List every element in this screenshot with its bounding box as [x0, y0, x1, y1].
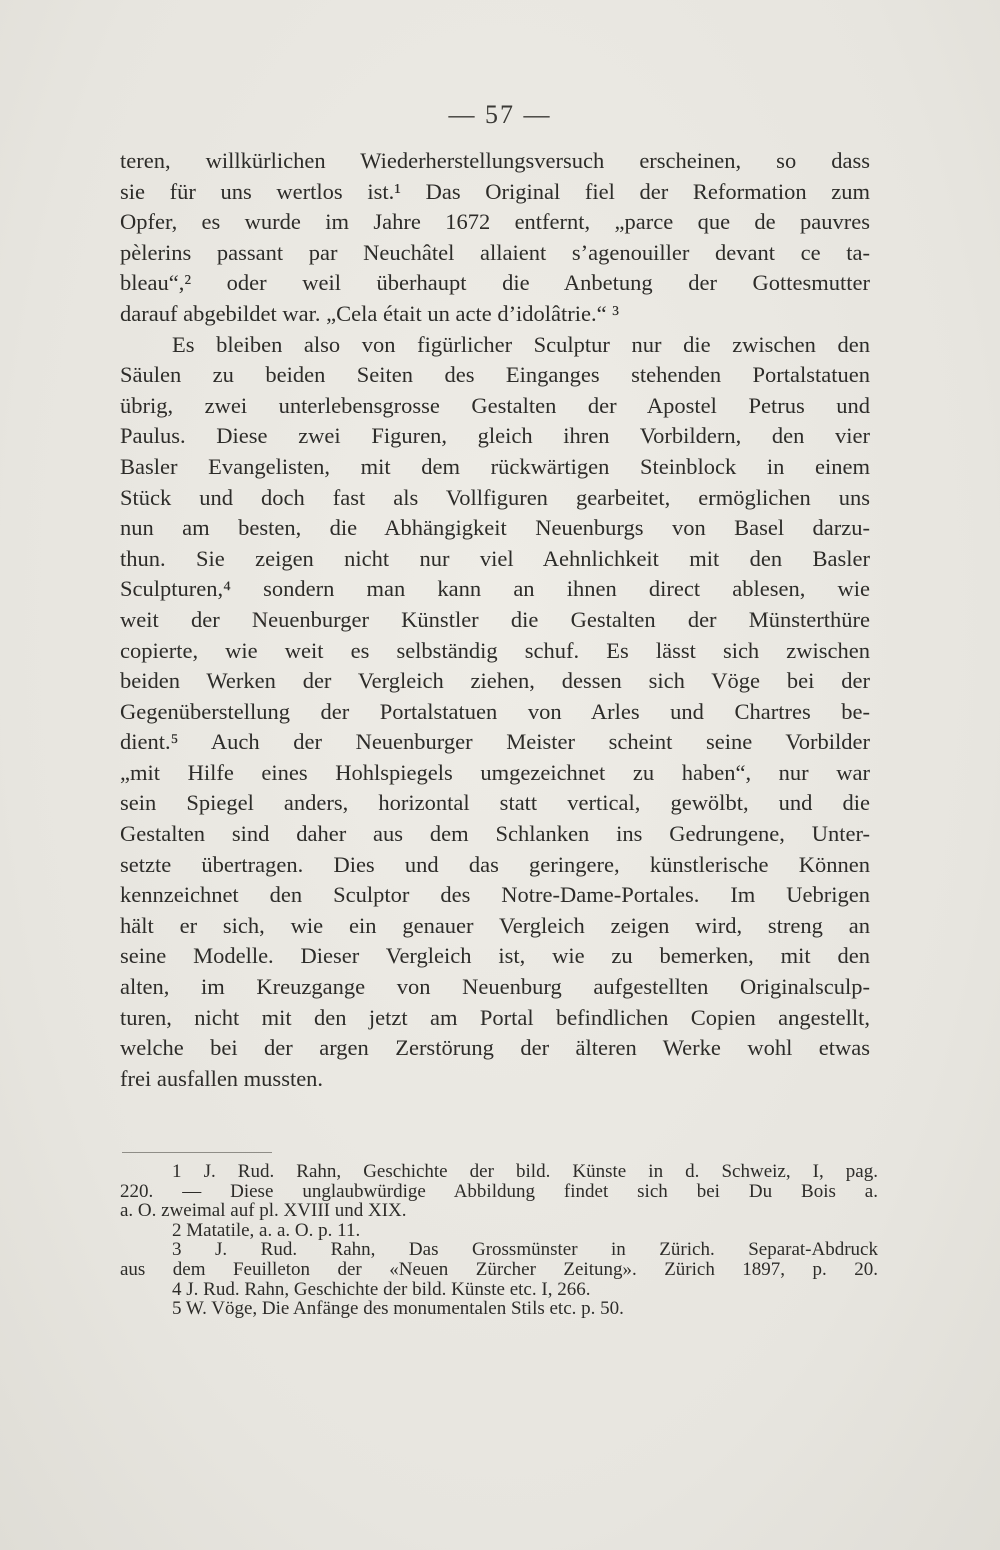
- text-line: Gegenüberstellung der Portalstatuen von Arles und Chartres be-: [120, 698, 870, 724]
- text-line: seine Modelle. Dieser Vergleich ist, wie zu bemerken, mit den: [120, 943, 870, 969]
- footnote-line: aus dem Feuilleton der «Neuen Zürcher Zeitung». Zürich 1897, p. 20.: [120, 1258, 878, 1280]
- footnote-line: 3 J. Rud. Rahn, Das Grossmünster in Zürich. Separat-Abdruck: [172, 1239, 878, 1261]
- text-line: turen, nicht mit den jetzt am Portal befindlichen Copien angestellt,: [120, 1004, 870, 1030]
- text-line: Paulus. Diese zwei Figuren, gleich ihren Vorbildern, den vier: [120, 423, 870, 449]
- footnote-line: 4 J. Rud. Rahn, Geschichte der bild. Künste etc. I, 266.: [172, 1278, 591, 1300]
- text-line: weit der Neuenburger Künstler die Gestalten der Münsterthüre: [120, 606, 870, 632]
- footnote-line: 5 W. Vöge, Die Anfänge des monumentalen Stils etc. p. 50.: [172, 1298, 624, 1320]
- text-line: beiden Werken der Vergleich ziehen, dessen sich Vöge bei der: [120, 668, 870, 694]
- text-line: Sculpturen,⁴ sondern man kann an ihnen direct ablesen, wie: [120, 576, 870, 602]
- text-line: sie für uns wertlos ist.¹ Das Original fiel der Reformation zum: [120, 178, 870, 204]
- text-line: Opfer, es wurde im Jahre 1672 entfernt, „parce que de pauvres: [120, 209, 870, 235]
- text-line: Säulen zu beiden Seiten des Einganges stehenden Portalstatuen: [120, 362, 870, 388]
- text-line: setzte übertragen. Dies und das geringere, künstlerische Können: [120, 851, 870, 877]
- text-line: kennzeichnet den Sculptor des Notre-Dame-Portales. Im Uebrigen: [120, 882, 870, 908]
- text-line: sein Spiegel anders, horizontal statt vertical, gewölbt, und die: [120, 790, 870, 816]
- text-line: teren, willkürlichen Wiederherstellungsversuch erscheinen, so dass: [120, 148, 870, 173]
- text-line: welche bei der argen Zerstörung der älteren Werke wohl etwas: [120, 1035, 870, 1061]
- page-number: — 57 —: [448, 100, 552, 129]
- text-line: übrig, zwei unterlebensgrosse Gestalten der Apostel Petrus und: [120, 392, 870, 418]
- text-line: dient.⁵ Auch der Neuenburger Meister scheint seine Vorbilder: [120, 729, 870, 755]
- text-line: Gestalten sind daher aus dem Schlanken ins Gedrungene, Unter-: [120, 821, 870, 847]
- footnote-line: a. O. zweimal auf pl. XVIII und XIX.: [120, 1200, 407, 1222]
- text-line: pèlerins passant par Neuchâtel allaient s’agenouiller devant ce ta-: [120, 239, 870, 265]
- text-line: alten, im Kreuzgange von Neuenburg aufgestellten Originalsculp-: [120, 974, 870, 1000]
- text-line: Stück und doch fast als Vollfiguren gearbeitet, ermöglichen uns: [120, 484, 870, 510]
- footnote-line: 1 J. Rud. Rahn, Geschichte der bild. Künste in d. Schweiz, I, pag.: [172, 1161, 878, 1182]
- text-line: „mit Hilfe eines Hohlspiegels umgezeichnet zu haben“, nur war: [120, 759, 870, 785]
- text-line: copierte, wie weit es selbständig schuf. Es lässt sich zwischen: [120, 637, 870, 663]
- footnote-line: 2 Matatile, a. a. O. p. 11.: [172, 1219, 361, 1241]
- text-line: Basler Evangelisten, mit dem rückwärtigen Steinblock in einem: [120, 453, 870, 479]
- main-text: [120, 146, 870, 1094]
- footnotes: [120, 1162, 878, 1319]
- text-line: darauf abgebildet war. „Cela était un acte d’idolâtrie.“ ³: [120, 300, 620, 326]
- footnote-line: 220. — Diese unglaubwürdige Abbildung findet sich bei Du Bois a.: [120, 1180, 878, 1202]
- text-line: Es bleiben also von figürlicher Sculptur nur die zwischen den: [172, 331, 870, 357]
- text-line: frei ausfallen mussten.: [120, 1065, 324, 1091]
- text-line: thun. Sie zeigen nicht nur viel Aehnlichkeit mit den Basler: [120, 545, 870, 571]
- text-line: bleau“,² oder weil überhaupt die Anbetung der Gottesmutter: [120, 270, 870, 296]
- footnote-divider: [122, 1152, 272, 1153]
- text-line: nun am besten, die Abhängigkeit Neuenburgs von Basel darzu-: [120, 515, 870, 541]
- text-line: hält er sich, wie ein genauer Vergleich zeigen wird, streng an: [120, 912, 870, 938]
